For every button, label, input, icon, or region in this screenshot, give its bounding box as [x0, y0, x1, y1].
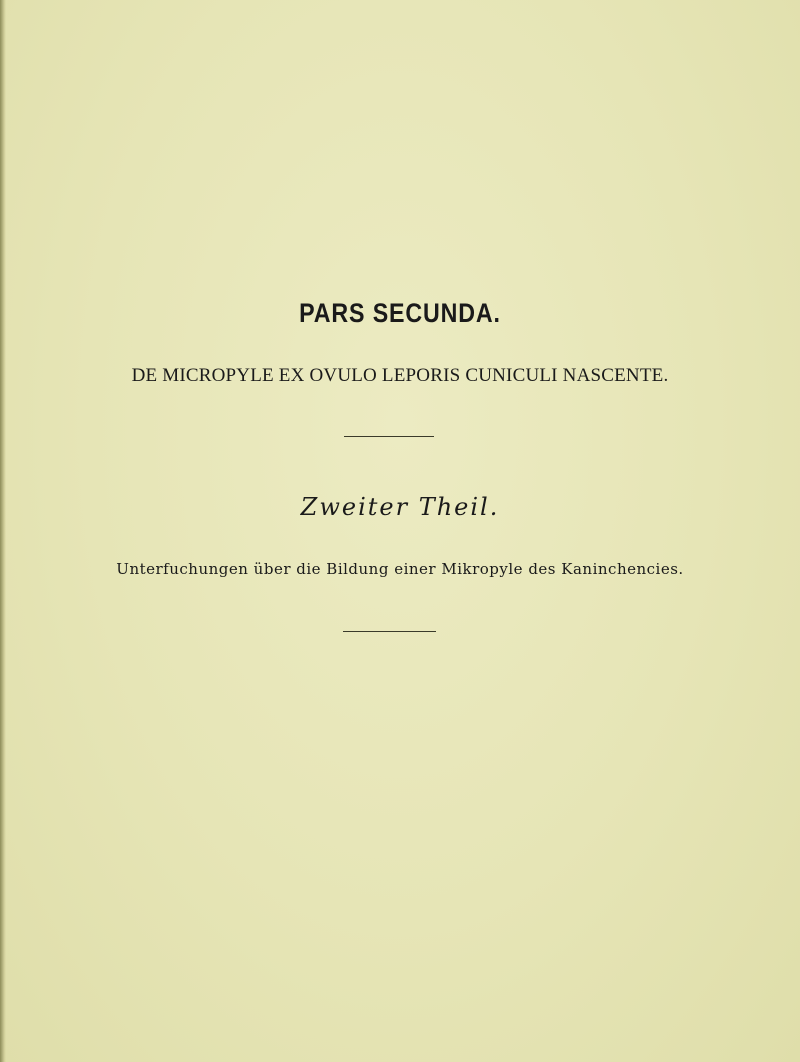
page-binding-edge — [0, 0, 6, 1062]
latin-subtitle: DE MICROPYLE EX OVULO LEPORIS CUNICULI NASCENTE. — [131, 365, 669, 386]
divider-rule-top — [344, 436, 434, 437]
latin-title: PARS SECUNDA. — [299, 298, 501, 328]
german-title: Zweiter Theil. — [300, 493, 500, 521]
divider-rule-bottom — [343, 631, 436, 632]
german-subtitle: Unterfuchungen über die Bildung einer Mikropyle des Kaninchencies. — [116, 560, 684, 578]
